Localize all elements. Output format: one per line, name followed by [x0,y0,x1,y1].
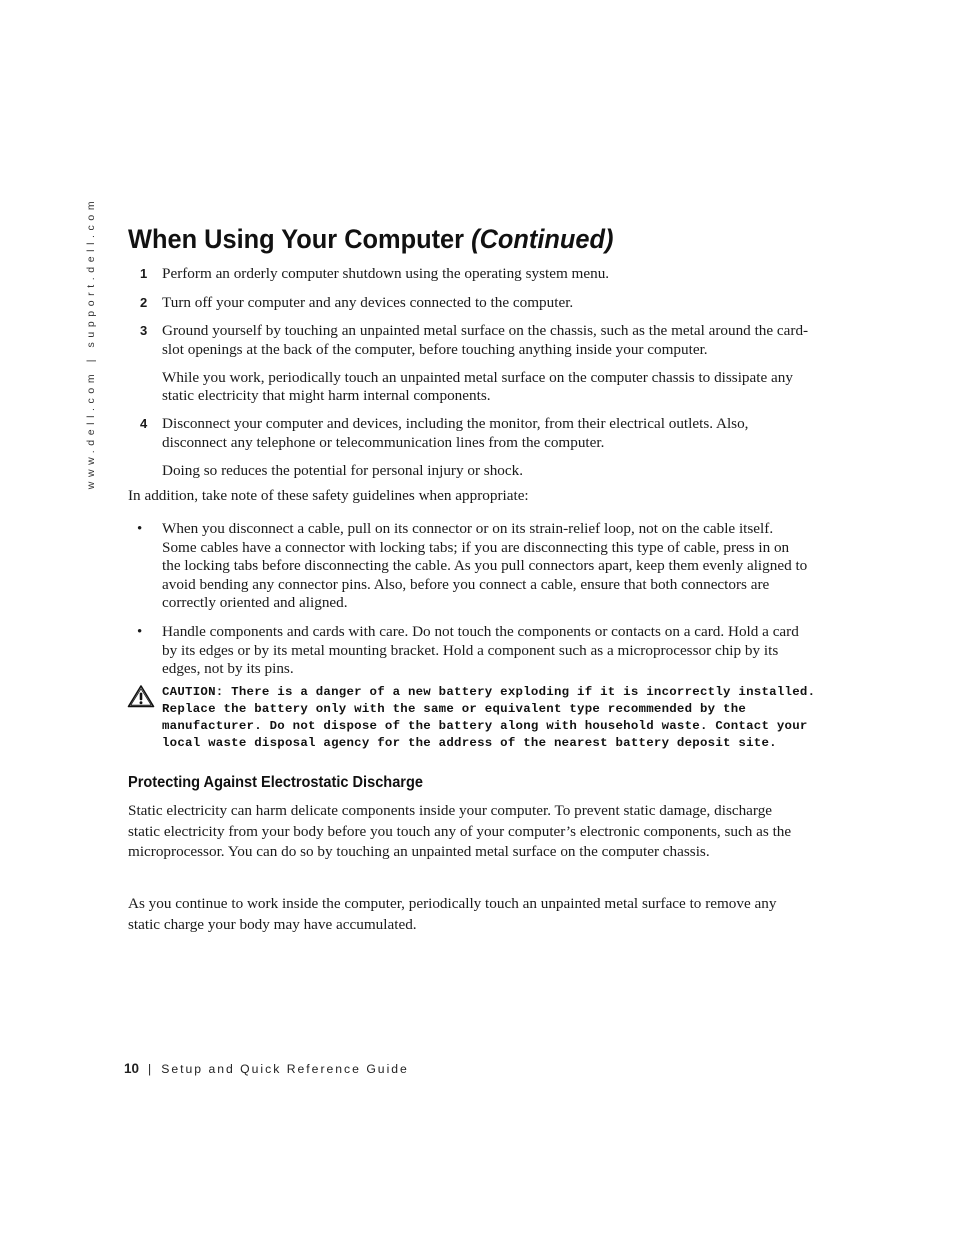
page-footer [124,1061,409,1076]
step-note: Doing so reduces the potential for personal injury or shock. [162,461,524,479]
page-number: 10 [124,1061,140,1076]
section-heading: Protecting Against Electrostatic Discharge [128,774,423,791]
warning-triangle-icon [127,684,155,708]
step-text: Perform an orderly computer shutdown using the operating system menu. [162,265,610,282]
step-note: While you work, periodically touch an unpainted metal surface on the computer chassis to dissipate any static electricity that might harm internal components. [162,368,793,405]
sidebar-url-text: www.dell.com | support.dell.com [85,196,98,490]
step-text: Disconnect your computer and devices, including the monitor, from their electrical outlets. Also, disconnect any telephone or telecommunication lines from the computer. [162,415,749,451]
step-3 [128,322,810,406]
guidelines-intro: In addition, take note of these safety guidelines when appropriate: [128,487,529,504]
page-title [128,220,613,258]
bullet-text: Handle components and cards with care. Do not touch the components or contacts on a card. Hold a card by its edges or by its metal mounting bracket. Hold a component such as a microprocessor chip by its edges, not by its pins. [162,623,799,678]
step-text: Ground yourself by touching an unpainted metal surface on the chassis, such as the metal around the card-slot openings at the back of the computer, before touching anything inside your computer. [162,322,809,358]
caution-text: CAUTION: There is a danger of a new battery exploding if it is incorrectly installed. Replace the battery only with the same or equivalent type recommended by the manufacturer. Do not dispose of the battery along with household waste. Contact your local waste disposal agency for the address of the nearest battery deposit site. [162,685,816,750]
caution-notice [127,684,817,752]
step-1 [128,265,810,284]
step-2 [128,294,810,313]
bullet-text: When you disconnect a cable, pull on its connector or on its strain-relief loop, not on the cable itself. Some cables have a connector with locking tabs; if you are disconnecting this type of cable, press in on the locking tabs before disconnecting the cable. As you pull connectors apart, keep them evenly aligned to avoid bending any connector pins. Also, before you connect a cable, ensure that both connectors are correctly oriented and aligned. [162,520,808,612]
esd-paragraph-2: As you continue to work inside the computer, periodically touch an unpainted metal surface to remove any static charge your body may have accumulated. [128,895,777,933]
step-number: 2 [140,295,148,310]
page-title-main: When Using Your Computer [128,224,465,254]
bullet-icon: • [137,521,143,537]
step-number: 3 [140,323,148,338]
esd-paragraph-1: Static electricity can harm delicate components inside your computer. To prevent static damage, discharge static electricity from your body before you touch any of your computer’s electronic components, such as the microprocessor. You can do so by touching an unpainted metal surface on the computer chassis. [128,802,792,860]
sidebar-url [79,196,103,490]
footer-separator: | [148,1062,152,1076]
step-4 [128,415,810,480]
step-number: 1 [140,266,148,281]
guideline-bullet-2 [128,623,810,679]
guide-title: Setup and Quick Reference Guide [161,1062,409,1076]
bullet-icon: • [137,624,143,640]
guideline-bullet-1 [128,520,810,613]
step-text: Turn off your computer and any devices connected to the computer. [162,294,574,311]
page-title-continued: (Continued) [471,224,614,254]
step-number: 4 [140,416,148,431]
